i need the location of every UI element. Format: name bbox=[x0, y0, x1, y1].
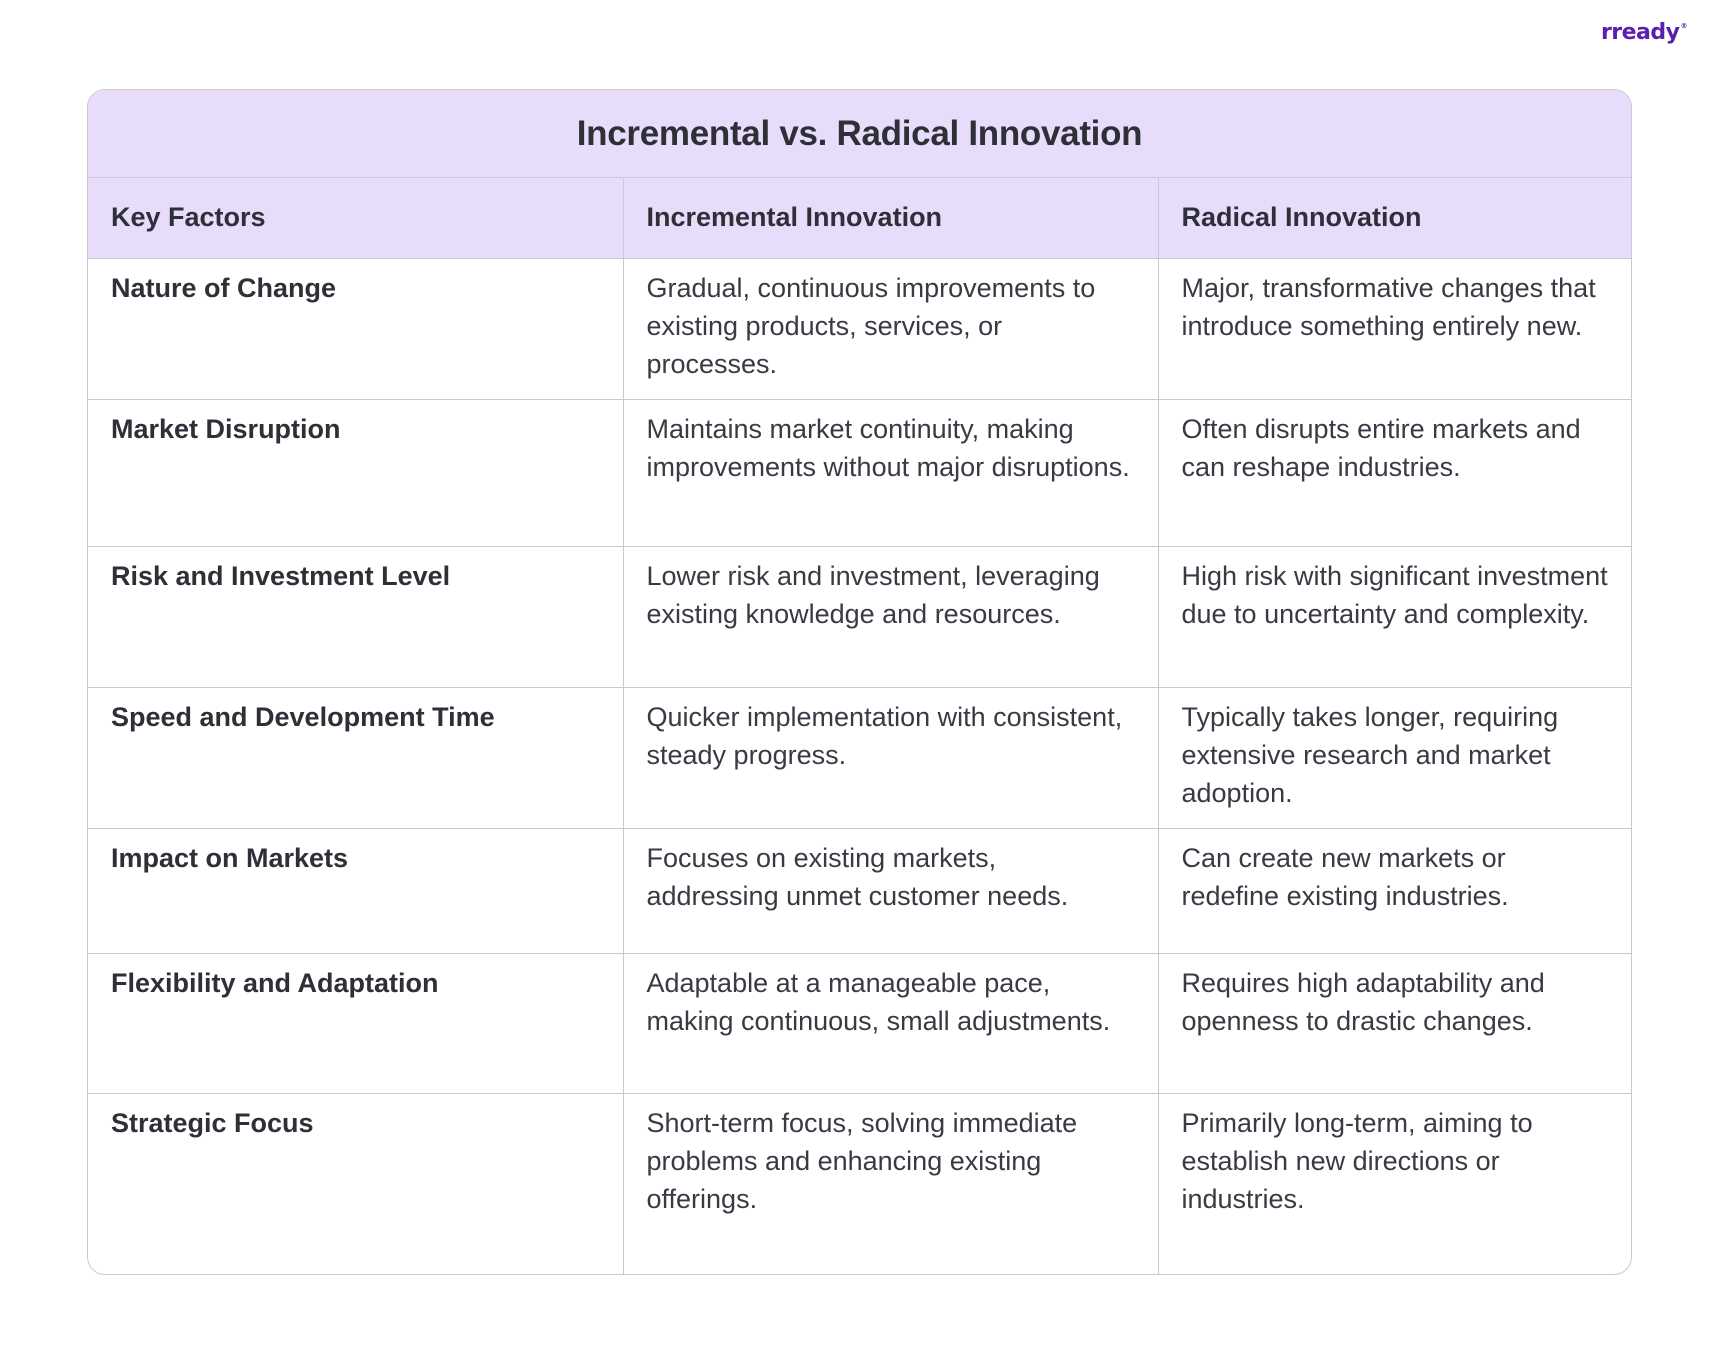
radical-cell: Often disrupts entire markets and can reshape industries. bbox=[1158, 399, 1631, 546]
comparison-table bbox=[88, 178, 1631, 1275]
table-row bbox=[88, 828, 1631, 953]
table-row bbox=[88, 399, 1631, 546]
factor-cell: Market Disruption bbox=[88, 399, 623, 546]
incremental-cell: Lower risk and investment, leveraging existing knowledge and resources. bbox=[623, 546, 1158, 687]
factor-cell: Risk and Investment Level bbox=[88, 546, 623, 687]
column-header-radical: Radical Innovation bbox=[1158, 178, 1631, 258]
radical-cell: High risk with significant investment due to uncertainty and complexity. bbox=[1158, 546, 1631, 687]
factor-cell: Flexibility and Adaptation bbox=[88, 953, 623, 1093]
radical-cell: Primarily long-term, aiming to establish new directions or industries. bbox=[1181, 1107, 1533, 1214]
incremental-cell: Focuses on existing markets, addressing unmet customer needs. bbox=[623, 828, 1158, 953]
table-row bbox=[88, 258, 1631, 399]
brand-logo-text: rready bbox=[1600, 20, 1680, 45]
table-row bbox=[88, 687, 1631, 828]
factor-cell: Impact on Markets bbox=[88, 828, 623, 953]
column-header-key-factors: Key Factors bbox=[88, 178, 623, 258]
table-header-row bbox=[88, 178, 1631, 258]
radical-cell: Major, transformative changes that introduce something entirely new. bbox=[1158, 258, 1631, 399]
radical-cell: Typically takes longer, requiring extensive research and market adoption. bbox=[1158, 687, 1631, 828]
incremental-cell: Adaptable at a manageable pace, making continuous, small adjustments. bbox=[623, 953, 1158, 1093]
comparison-table-card bbox=[87, 89, 1632, 1275]
column-header-incremental: Incremental Innovation bbox=[623, 178, 1158, 258]
incremental-cell: Maintains market continuity, making improvements without major disruptions. bbox=[623, 399, 1158, 546]
table-row bbox=[88, 546, 1631, 687]
radical-cell: Requires high adaptability and openness to drastic changes. bbox=[1158, 953, 1631, 1093]
table-row bbox=[88, 953, 1631, 1093]
factor-cell: Strategic Focus bbox=[88, 1093, 623, 1275]
incremental-cell: Gradual, continuous improvements to existing products, services, or processes. bbox=[623, 258, 1158, 399]
incremental-cell: Quicker implementation with consistent, steady progress. bbox=[623, 687, 1158, 828]
factor-cell: Speed and Development Time bbox=[88, 687, 623, 828]
registered-mark: ® bbox=[1680, 22, 1687, 30]
table-row bbox=[88, 1093, 1631, 1275]
brand-logo bbox=[1601, 20, 1687, 45]
table-title: Incremental vs. Radical Innovation bbox=[576, 113, 1143, 153]
table-title-bar bbox=[88, 90, 1631, 178]
radical-cell: Can create new markets or redefine existing industries. bbox=[1158, 828, 1631, 953]
incremental-cell: Short-term focus, solving immediate problems and enhancing existing offerings. bbox=[623, 1093, 1158, 1275]
factor-cell: Nature of Change bbox=[88, 258, 623, 399]
